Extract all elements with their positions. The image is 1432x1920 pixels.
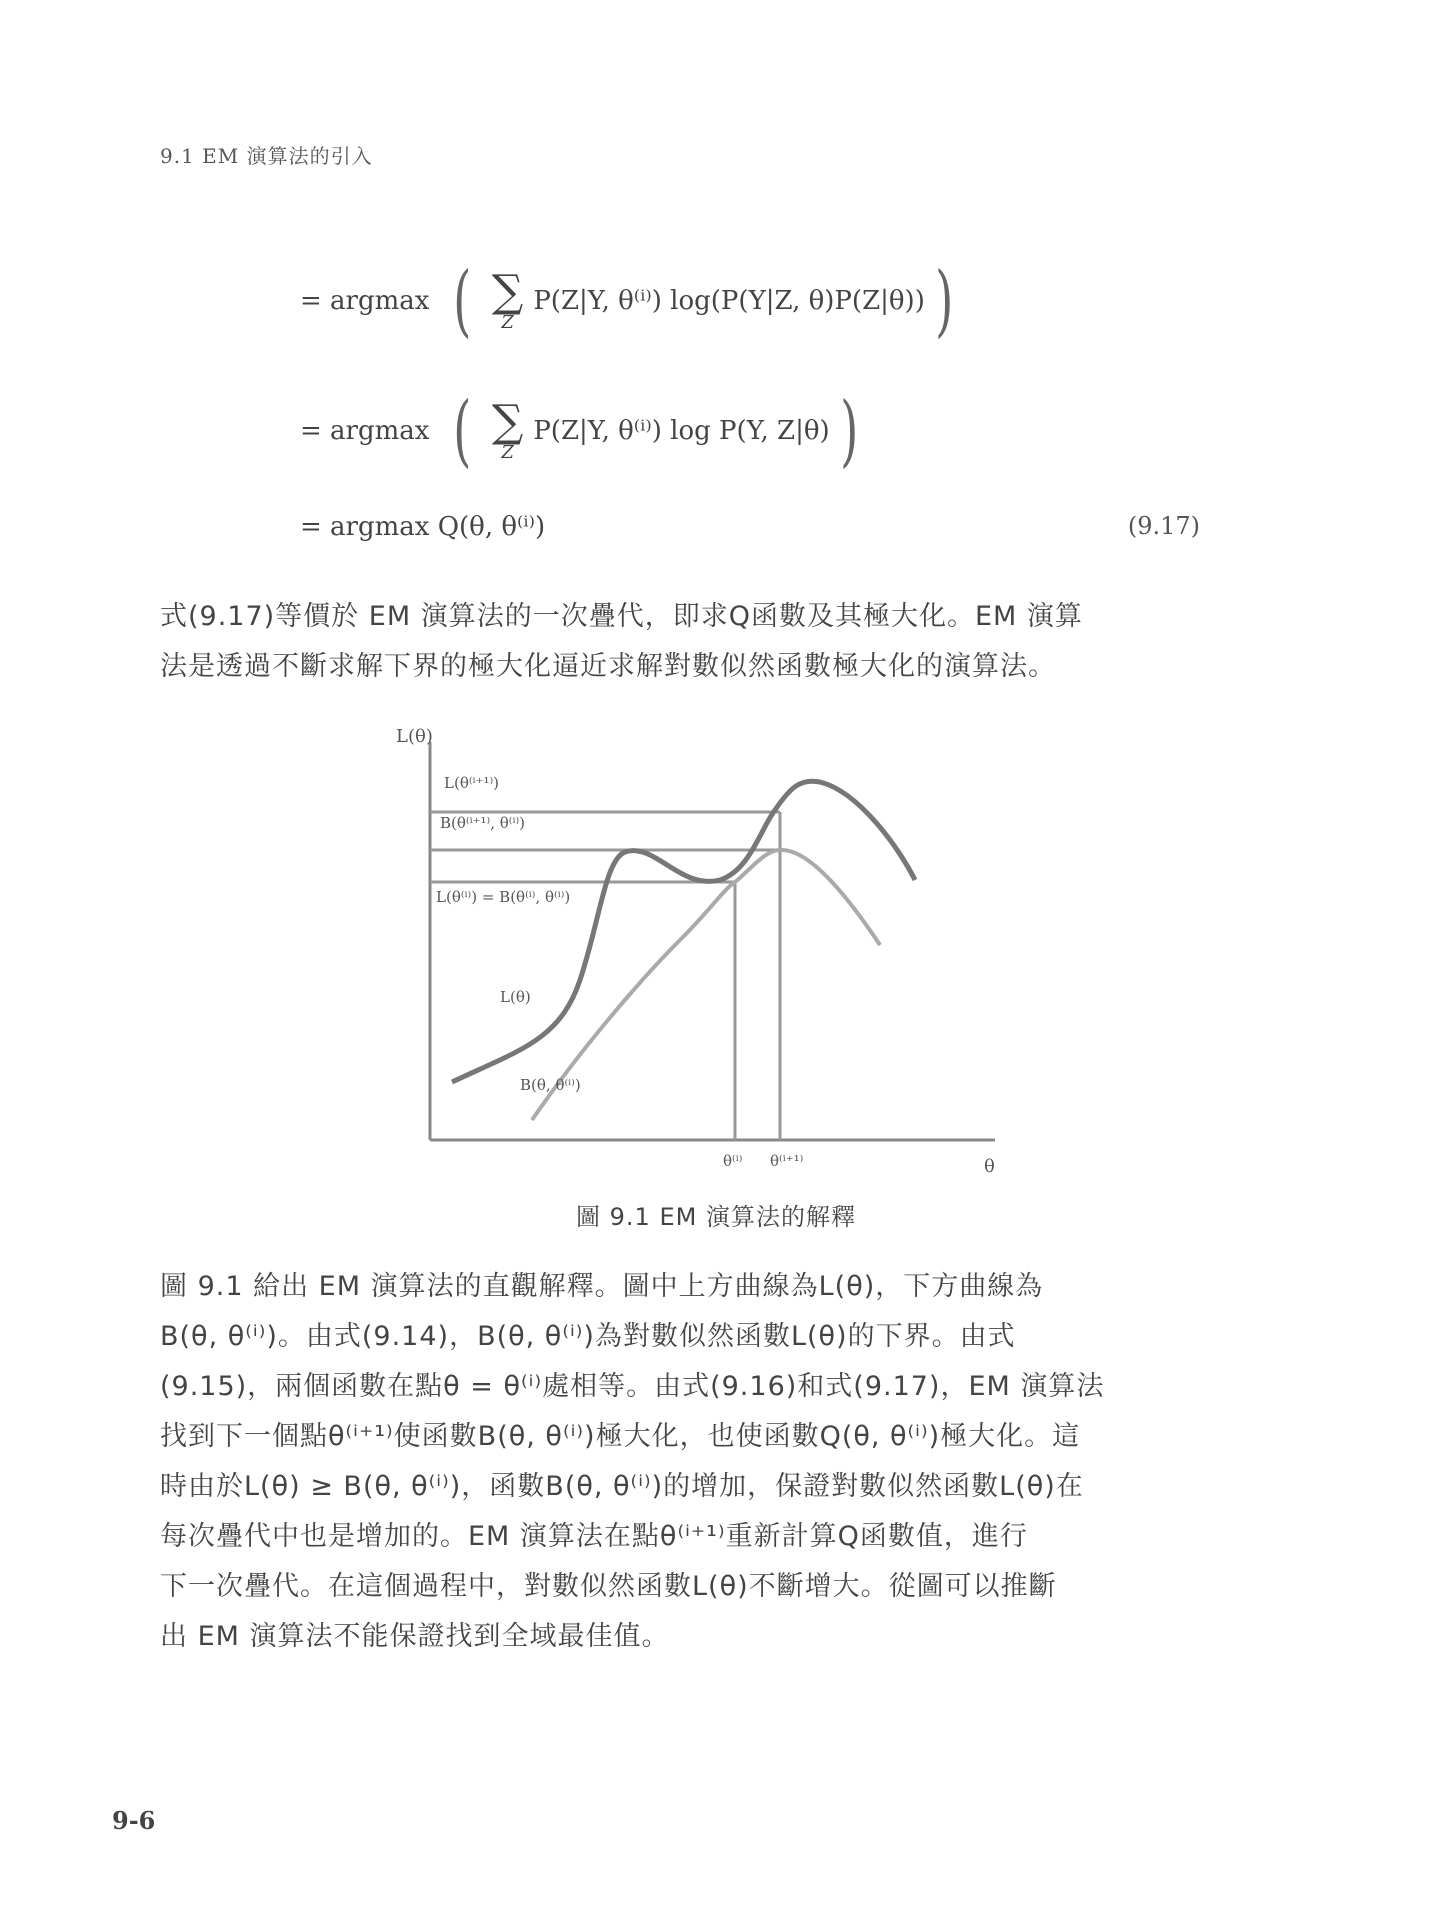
body-line: (9.15)，兩個函數在點θ = θ⁽ⁱ⁾處相等。由式(9.16)和式(9.17)，EM 演算法 [160, 1371, 1105, 1402]
eq1-sum: ∑ Z [491, 266, 524, 333]
equation-line-1: = argmax ( ∑ Z P(Z|Y, θ⁽ⁱ⁾) log(P(Y|Z, θ)P(Z|θ)) ) [300, 256, 954, 346]
body-line: 下一次疊代。在這個過程中，對數似然函數L(θ)不斷增大。從圖可以推斷 [160, 1571, 1057, 1602]
equation-line-3 [300, 512, 545, 542]
x-axis-label: θ [984, 1156, 995, 1177]
page-number: 9-6 [112, 1806, 156, 1835]
equation-number: (9.17) [1127, 512, 1200, 540]
body-line: B(θ, θ⁽ⁱ⁾)。由式(9.14)，B(θ, θ⁽ⁱ⁾)為對數似然函數L(θ)的下界。由式 [160, 1321, 1016, 1352]
intro-paragraph [160, 592, 1210, 692]
tick-theta-i: θ⁽ⁱ⁾ [723, 1152, 743, 1170]
body-paragraph [160, 1262, 1210, 1662]
body-line: 出 EM 演算法不能保證找到全域最佳值。 [160, 1621, 670, 1652]
intro-line: 式(9.17)等價於 EM 演算法的一次疊代，即求Q函數及其極大化。EM 演算 [160, 601, 1083, 632]
eq3-text: = argmax Q(θ, θ⁽ⁱ⁾) [300, 512, 546, 542]
body-line: 圖 9.1 給出 EM 演算法的直觀解釋。圖中上方曲線為L(θ)，下方曲線為 [160, 1271, 1044, 1302]
em-figure [380, 720, 1020, 1180]
equation-line-2: = argmax ( ∑ Z P(Z|Y, θ⁽ⁱ⁾) log P(Y, Z|θ) ) [300, 386, 859, 476]
curve-B [532, 850, 880, 1120]
eq2-body: P(Z|Y, θ⁽ⁱ⁾) log P(Y, Z|θ) [533, 416, 830, 446]
intro-line: 法是透過不斷求解下界的極大化逼近求解對數似然函數極大化的演算法。 [160, 651, 1056, 682]
y-axis-label: L(θ) [396, 726, 433, 747]
eq1-body: P(Z|Y, θ⁽ⁱ⁾) log(P(Y|Z, θ)P(Z|θ)) [533, 286, 925, 316]
eq2-sum: ∑ Z [491, 396, 524, 463]
running-header: 9.1 EM 演算法的引入 [160, 144, 373, 168]
label-B-next: B(θ⁽ⁱ⁺¹⁾, θ⁽ⁱ⁾) [440, 814, 526, 832]
body-line: 每次疊代中也是增加的。EM 演算法在點θ⁽ⁱ⁺¹⁾重新計算Q函數值，進行 [160, 1521, 1028, 1552]
label-L-next: L(θ⁽ⁱ⁺¹⁾) [444, 774, 500, 792]
label-curve-L: L(θ) [500, 988, 531, 1006]
body-line: 時由於L(θ) ≥ B(θ, θ⁽ⁱ⁾)，函數B(θ, θ⁽ⁱ⁾)的增加，保證對數似然函數L(θ)在 [160, 1471, 1084, 1502]
label-L-equal-B: L(θ⁽ⁱ⁾) = B(θ⁽ⁱ⁾, θ⁽ⁱ⁾) [436, 888, 571, 906]
label-curve-B: B(θ, θ⁽ⁱ⁾) [520, 1076, 581, 1094]
body-line: 找到下一個點θ⁽ⁱ⁺¹⁾使函數B(θ, θ⁽ⁱ⁾)極大化，也使函數Q(θ, θ⁽ⁱ⁾)極大化。這 [160, 1421, 1081, 1452]
eq2-prefix: = argmax [300, 416, 430, 446]
figure-caption: 圖 9.1 EM 演算法的解釋 [576, 1203, 856, 1231]
tick-theta-next: θ⁽ⁱ⁺¹⁾ [770, 1152, 804, 1170]
eq1-prefix: = argmax [300, 286, 430, 316]
